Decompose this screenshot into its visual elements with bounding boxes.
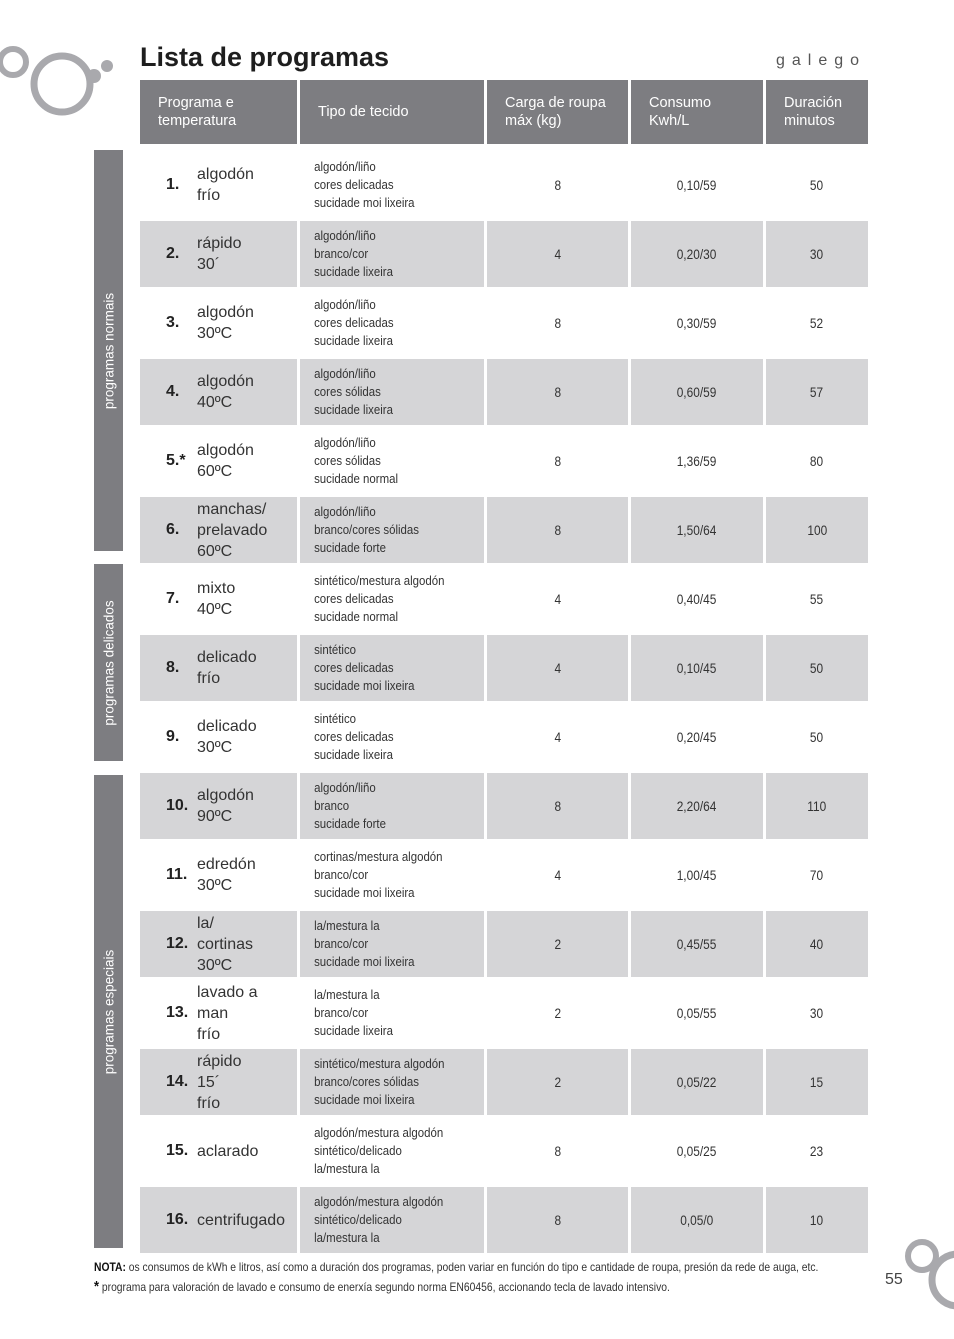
fabric-line: sucidade lixeira [314, 402, 393, 417]
consumption-cell [631, 497, 763, 563]
program-cell [140, 1187, 297, 1253]
program-cell [140, 428, 297, 494]
program-name-line: la/ [197, 914, 214, 932]
fabric-line: sintético/mestura algodón [314, 573, 445, 588]
circles-decoration-icon [900, 1236, 954, 1312]
fabric-cell [300, 773, 484, 839]
duration-cell [766, 773, 868, 839]
program-cell [140, 1118, 297, 1184]
asterisk-line: * programa para valoración de lavado e consumo de enerxía segundo norma EN60456, accionando tecla de lavado intensivo. [94, 1278, 670, 1295]
fabric-line: sucidade lixeira [314, 1023, 393, 1038]
program-name-line: 90ºC [197, 808, 233, 825]
consumption-cell [631, 1049, 763, 1115]
duration-cell-value: 57 [810, 384, 824, 400]
duration-cell [766, 152, 868, 218]
fabric-lines [300, 710, 394, 764]
consumption-cell-value: 0,60/59 [677, 384, 717, 400]
program-cell [140, 773, 297, 839]
fabric-cell [300, 497, 484, 563]
fabric-lines [300, 779, 386, 833]
program-name-line: 30ºC [197, 956, 233, 974]
fabric-line: sintético [314, 642, 357, 657]
program-number: 12. [166, 935, 189, 952]
program-name-line: lavado a [197, 983, 258, 1001]
program-cell [140, 911, 297, 977]
load-cell [487, 221, 628, 287]
load-cell-value: 8 [554, 453, 561, 469]
fabric-line: branco [314, 798, 350, 813]
duration-cell-value: 70 [810, 867, 824, 883]
header-fabric: Tipo de tecido [300, 80, 484, 144]
fabric-cell [300, 428, 484, 494]
program-name-line: 40ºC [197, 601, 233, 618]
fabric-line: sintético [314, 711, 357, 726]
load-cell [487, 497, 628, 563]
fabric-line: sucidade normal [314, 609, 399, 624]
load-cell-value: 8 [554, 1212, 561, 1228]
consumption-cell-value: 0,45/55 [677, 936, 717, 952]
fabric-lines [300, 1193, 443, 1247]
consumption-cell [631, 911, 763, 977]
program-name-line: delicado [197, 649, 257, 666]
duration-cell [766, 1049, 868, 1115]
fabric-lines [300, 917, 415, 971]
consumption-cell [631, 1118, 763, 1184]
fabric-cell [300, 980, 484, 1046]
program-cell [140, 152, 297, 218]
consumption-cell-value: 0,10/59 [677, 177, 717, 193]
program-name-line: 30ºC [197, 739, 233, 756]
consumption-cell [631, 773, 763, 839]
fabric-lines [300, 848, 443, 902]
program-number: 11. [166, 866, 188, 883]
load-cell-value: 4 [554, 729, 561, 745]
program-cell [140, 566, 297, 632]
programs-table [140, 80, 868, 1253]
program-name [197, 371, 254, 413]
program-cell [140, 980, 297, 1046]
fabric-line: la/mestura la [314, 987, 380, 1002]
program-cell [140, 497, 297, 563]
duration-cell-value: 80 [810, 453, 824, 469]
program-name-line: rápido [197, 1052, 242, 1070]
duration-cell [766, 290, 868, 356]
program-name-line: 60ºC [197, 463, 233, 480]
program-number: 6. [166, 521, 180, 538]
load-cell-value: 2 [554, 1074, 561, 1090]
fabric-lines [300, 434, 398, 488]
fabric-lines [300, 572, 444, 626]
load-cell [487, 359, 628, 425]
consumption-cell [631, 1187, 763, 1253]
fabric-line: algodón/mestura algodón [314, 1194, 444, 1209]
program-name [197, 440, 254, 482]
consumption-cell-value: 1,00/45 [677, 867, 717, 883]
program-name [197, 233, 241, 275]
load-cell-value: 2 [554, 1005, 561, 1021]
consumption-cell-value: 0,10/45 [677, 660, 717, 676]
duration-cell-value: 40 [810, 936, 824, 952]
program-name-line: frío [197, 1025, 221, 1043]
program-name [197, 647, 257, 689]
program-name [197, 716, 257, 758]
duration-cell [766, 911, 868, 977]
consumption-cell-value: 0,05/25 [677, 1143, 717, 1159]
program-name-line: algodón [197, 304, 254, 321]
fabric-line: cores sólidas [314, 384, 381, 399]
program-number: 9. [166, 728, 180, 745]
fabric-line: sucidade lixeira [314, 264, 393, 279]
program-name-line: frío [197, 1094, 221, 1112]
header-consumption: Consumo Kwh/L [631, 80, 763, 144]
page-number: 55 [885, 1271, 903, 1288]
program-name [197, 1141, 258, 1162]
fabric-lines [300, 641, 415, 695]
consumption-cell [631, 842, 763, 908]
program-name-line: 40ºC [197, 394, 233, 411]
fabric-cell [300, 842, 484, 908]
fabric-line: sucidade normal [314, 471, 399, 486]
program-name-line: algodón [197, 373, 254, 390]
load-cell-value: 8 [554, 315, 561, 331]
duration-cell-value: 55 [810, 591, 824, 607]
fabric-lines [300, 986, 393, 1040]
consumption-cell-value: 0,20/45 [677, 729, 717, 745]
load-cell [487, 566, 628, 632]
duration-cell [766, 842, 868, 908]
program-cell [140, 704, 297, 770]
fabric-lines [300, 227, 393, 281]
consumption-cell-value: 0,40/45 [677, 591, 717, 607]
program-name [197, 982, 258, 1045]
program-cell [140, 290, 297, 356]
program-name-line: frío [197, 187, 221, 204]
fabric-line: algodón/liño [314, 780, 376, 795]
duration-cell [766, 1118, 868, 1184]
program-name-line: 30´ [197, 256, 221, 273]
program-name [197, 785, 254, 827]
fabric-line: algodón/liño [314, 435, 376, 450]
load-cell [487, 290, 628, 356]
header-load: Carga de roupa máx (kg) [487, 80, 628, 144]
load-cell [487, 428, 628, 494]
consumption-cell-value: 1,50/64 [677, 522, 717, 538]
duration-cell [766, 566, 868, 632]
fabric-lines [300, 1124, 443, 1178]
duration-cell-value: 30 [810, 1005, 824, 1021]
load-cell-value: 8 [554, 798, 561, 814]
fabric-line: cores delicadas [314, 591, 394, 606]
fabric-line: algodón/mestura algodón [314, 1125, 444, 1140]
page-title: Lista de programas [140, 42, 390, 72]
fabric-cell [300, 290, 484, 356]
fabric-line: la/mestura la [314, 1161, 380, 1176]
program-number: 14. [166, 1073, 189, 1090]
consumption-cell-value: 0,05/55 [677, 1005, 717, 1021]
consumption-cell-value: 0,05/22 [677, 1074, 717, 1090]
program-name [197, 302, 254, 344]
program-name [197, 578, 235, 620]
fabric-line: la/mestura la [314, 1230, 380, 1245]
program-name-line: edredón [197, 856, 256, 873]
program-number: 8. [166, 659, 180, 676]
fabric-line: cores delicadas [314, 660, 394, 675]
program-number: 7. [166, 590, 180, 607]
program-name-line: man [197, 1004, 229, 1022]
consumption-cell [631, 704, 763, 770]
fabric-line: sintético/delicado [314, 1143, 402, 1158]
fabric-cell [300, 635, 484, 701]
language-label: galego [776, 52, 867, 69]
fabric-line: algodón/liño [314, 366, 376, 381]
fabric-cell [300, 1118, 484, 1184]
fabric-line: cores delicadas [314, 729, 394, 744]
fabric-line: sucidade moi lixeira [314, 954, 415, 969]
program-cell [140, 842, 297, 908]
fabric-line: cores delicadas [314, 315, 394, 330]
fabric-line: branco/cor [314, 867, 369, 882]
load-cell [487, 152, 628, 218]
program-number: 5.* [166, 452, 186, 469]
fabric-lines [300, 296, 394, 350]
duration-cell [766, 497, 868, 563]
section-label-delicate: programas delicados [94, 564, 123, 761]
load-cell-value: 4 [554, 660, 561, 676]
fabric-line: sintético/delicado [314, 1212, 402, 1227]
program-number: 3. [166, 314, 180, 331]
program-name-line: cortinas [197, 935, 254, 953]
program-name-line: algodón [197, 442, 254, 459]
consumption-cell-value: 2,20/64 [677, 798, 717, 814]
program-number: 1. [166, 176, 180, 193]
consumption-cell-value: 0,20/30 [677, 246, 717, 262]
program-name [197, 164, 254, 206]
duration-cell-value: 23 [810, 1143, 824, 1159]
duration-cell-value: 50 [810, 177, 824, 193]
program-number: 15. [166, 1142, 189, 1159]
consumption-cell-value: 0,05/0 [680, 1212, 714, 1228]
duration-cell-value: 50 [810, 660, 824, 676]
duration-cell [766, 704, 868, 770]
header-duration: Duración minutos [766, 80, 868, 144]
program-name-line: manchas/ [197, 500, 267, 518]
program-name-line: 30ºC [197, 325, 233, 342]
program-name-line: prelavado [197, 521, 268, 539]
fabric-lines [300, 1055, 444, 1109]
fabric-line: branco/cor [314, 936, 369, 951]
duration-cell [766, 428, 868, 494]
load-cell-value: 8 [554, 522, 561, 538]
load-cell [487, 1187, 628, 1253]
fabric-line: sucidade moi lixeira [314, 1092, 415, 1107]
consumption-cell [631, 566, 763, 632]
program-name [197, 499, 267, 562]
duration-cell-value: 52 [810, 315, 824, 331]
program-name-line: 15´ [197, 1073, 221, 1091]
fabric-line: cores delicadas [314, 177, 394, 192]
fabric-line: la/mestura la [314, 918, 380, 933]
fabric-cell [300, 704, 484, 770]
load-cell [487, 704, 628, 770]
program-name-line: 60ºC [197, 542, 233, 560]
program-name [197, 1210, 285, 1231]
circles-decoration-icon [0, 38, 120, 118]
program-name-line: 30ºC [197, 877, 233, 894]
load-cell [487, 980, 628, 1046]
section-label-normal: programas normais [94, 150, 123, 551]
program-cell [140, 221, 297, 287]
load-cell-value: 4 [554, 246, 561, 262]
consumption-cell-value: 1,36/59 [677, 453, 717, 469]
program-name-line: aclarado [197, 1142, 259, 1160]
fabric-line: sucidade lixeira [314, 333, 393, 348]
program-name [197, 854, 256, 896]
duration-cell [766, 359, 868, 425]
load-cell [487, 842, 628, 908]
duration-cell-value: 30 [810, 246, 824, 262]
program-name-line: algodón [197, 166, 254, 183]
fabric-line: branco/cores sólidas [314, 522, 420, 537]
fabric-line: sucidade forte [314, 540, 386, 555]
duration-cell [766, 1187, 868, 1253]
fabric-line: branco/cores sólidas [314, 1074, 420, 1089]
fabric-cell [300, 152, 484, 218]
load-cell [487, 1049, 628, 1115]
fabric-line: sintético/mestura algodón [314, 1056, 445, 1071]
program-name-line: delicado [197, 718, 257, 735]
fabric-lines [300, 158, 415, 212]
duration-cell-value: 100 [807, 522, 827, 538]
load-cell [487, 773, 628, 839]
fabric-line: sucidade moi lixeira [314, 885, 415, 900]
load-cell-value: 4 [554, 867, 561, 883]
fabric-line: sucidade forte [314, 816, 386, 831]
load-cell [487, 1118, 628, 1184]
fabric-line: algodón/liño [314, 297, 376, 312]
consumption-cell [631, 152, 763, 218]
fabric-cell [300, 911, 484, 977]
duration-cell-value: 10 [810, 1212, 824, 1228]
program-name-line: rápido [197, 235, 242, 252]
program-name-line: algodón [197, 787, 254, 804]
program-name [197, 913, 253, 976]
program-name-line: mixto [197, 580, 236, 597]
fabric-cell [300, 566, 484, 632]
consumption-cell [631, 221, 763, 287]
program-cell [140, 359, 297, 425]
program-number: 4. [166, 383, 180, 400]
load-cell [487, 635, 628, 701]
fabric-cell [300, 359, 484, 425]
program-number: 10. [166, 797, 189, 814]
load-cell-value: 2 [554, 936, 561, 952]
consumption-cell [631, 428, 763, 494]
duration-cell-value: 50 [810, 729, 824, 745]
fabric-cell [300, 1049, 484, 1115]
program-number: 2. [166, 245, 180, 262]
program-name-line: centrifugado [197, 1211, 286, 1229]
consumption-cell [631, 980, 763, 1046]
consumption-cell [631, 290, 763, 356]
consumption-cell [631, 359, 763, 425]
duration-cell [766, 221, 868, 287]
fabric-line: branco/cor [314, 246, 369, 261]
consumption-cell [631, 635, 763, 701]
load-cell-value: 4 [554, 591, 561, 607]
program-cell [140, 1049, 297, 1115]
fabric-line: sucidade moi lixeira [314, 195, 415, 210]
header-program: Programa e temperatura [140, 80, 297, 144]
program-name-line: frío [197, 670, 221, 687]
fabric-cell [300, 1187, 484, 1253]
fabric-lines [300, 365, 393, 419]
fabric-line: cortinas/mestura algodón [314, 849, 443, 864]
program-name [197, 1051, 241, 1114]
load-cell-value: 8 [554, 384, 561, 400]
fabric-cell [300, 221, 484, 287]
program-cell [140, 635, 297, 701]
duration-cell-value: 15 [810, 1074, 824, 1090]
program-number: 16. [166, 1211, 189, 1228]
fabric-line: algodón/liño [314, 228, 376, 243]
load-cell [487, 911, 628, 977]
program-number: 13. [166, 1004, 189, 1021]
fabric-line: sucidade lixeira [314, 747, 393, 762]
section-label-special: programas especiais [94, 775, 123, 1248]
consumption-cell-value: 0,30/59 [677, 315, 717, 331]
fabric-lines [300, 503, 419, 557]
fabric-line: algodón/liño [314, 159, 376, 174]
fabric-line: sucidade moi lixeira [314, 678, 415, 693]
duration-cell [766, 635, 868, 701]
duration-cell [766, 980, 868, 1046]
footnotes [94, 1257, 818, 1297]
fabric-line: cores sólidas [314, 453, 381, 468]
header-gap [140, 147, 868, 149]
nota-line: NOTA: os consumos de kWh e litros, así como a duración dos programas, poden variar en función do tipo e cantidade de roupa, presión da rede de auga, etc. [94, 1260, 819, 1274]
duration-cell-value: 110 [807, 798, 827, 814]
load-cell-value: 8 [554, 177, 561, 193]
fabric-line: branco/cor [314, 1005, 369, 1020]
load-cell-value: 8 [554, 1143, 561, 1159]
fabric-line: algodón/liño [314, 504, 376, 519]
